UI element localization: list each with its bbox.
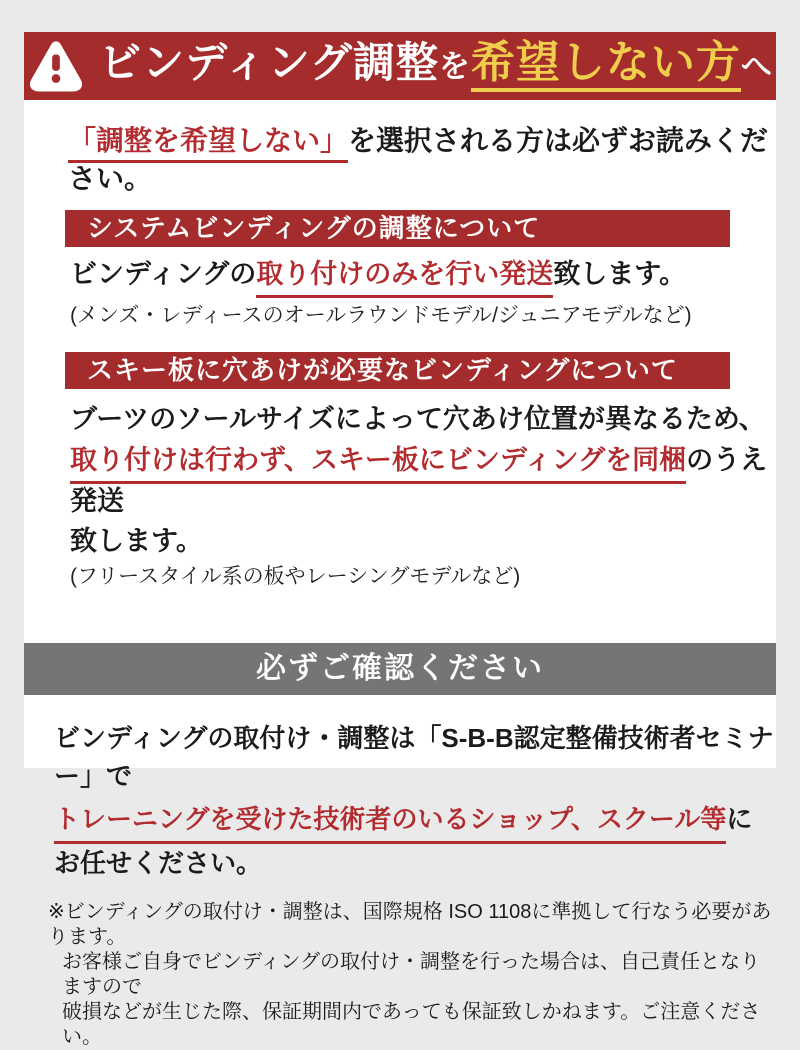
footnote-line: ※ビンディングの取付け・調整は、国際規格 ISO 1108に準拠して行なう必要があります。 <box>48 901 772 949</box>
intro-rest: を選択される方は必ずお読みください。 <box>68 125 769 195</box>
confirm-highlight: トレーニングを受けた技術者のいるショップ、スクール等 <box>54 800 726 844</box>
confirm-line: ビンディングの取付け・調整は「S-B-B認定整備技術者セミナー」で <box>54 723 774 792</box>
intro-text <box>68 125 776 195</box>
page-title <box>99 37 773 92</box>
section-body-system-binding <box>70 257 776 330</box>
confirm-text: にお任せください。 <box>54 804 753 879</box>
body-line <box>70 443 776 519</box>
page-title-particle: を <box>438 48 471 84</box>
confirm-banner: 必ずご確認ください <box>24 643 776 695</box>
body-text: ビンディングの <box>70 259 257 290</box>
footnote-line: お客様ご自身でビンディングの取付け・調整を行った場合は、自己責任となりますので <box>62 951 760 999</box>
warning-triangle-icon <box>27 40 85 92</box>
page-title-suffix: へ <box>740 48 773 84</box>
body-line: ブーツのソールサイズによって穴あけ位置が異なるため、 <box>70 404 766 435</box>
body-text: のうえ発送 <box>70 445 768 517</box>
footnote-line: 破損などが生じた際、保証期間内であっても保証致しかねます。ご注意ください。 <box>62 1001 761 1049</box>
section-banner-system-binding: システムビンディングの調整について <box>65 210 730 247</box>
body-line: 致します。 <box>70 526 203 557</box>
main-banner <box>24 32 776 100</box>
body-line <box>70 257 776 298</box>
intro-highlight: 「調整を希望しない」 <box>68 125 348 163</box>
note-line: (メンズ・レディースのオールラウンドモデル/ジュニアモデルなど) <box>70 304 692 328</box>
confirm-body <box>54 719 776 882</box>
body-highlight: 取り付けは行わず、スキー板にビンディングを同梱 <box>70 443 686 484</box>
note-line: (フリースタイル系の板やレーシングモデルなど) <box>70 565 521 589</box>
content-panel <box>24 32 776 1049</box>
section-banner-drill-binding: スキー板に穴あけが必要なビンディングについて <box>65 352 730 389</box>
body-text: 致します。 <box>553 259 687 290</box>
confirm-line <box>54 800 776 882</box>
section-body-drill-binding <box>70 402 776 591</box>
page-title-highlight: 希望しない方 <box>471 41 741 92</box>
page-title-prefix: ビンディング調整 <box>99 38 439 86</box>
body-highlight: 取り付けのみを行い発送 <box>256 257 553 298</box>
footnotes <box>48 900 776 1050</box>
